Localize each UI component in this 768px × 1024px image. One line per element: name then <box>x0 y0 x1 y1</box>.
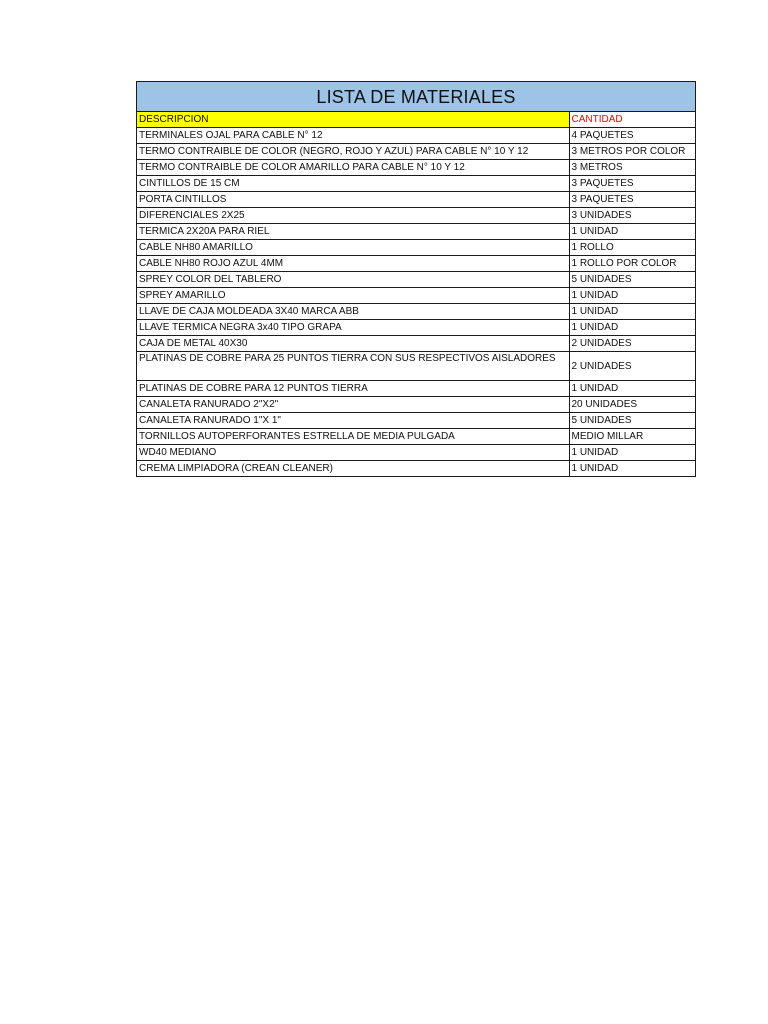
item-description: CANALETA RANURADO 1"X 1" <box>137 413 569 429</box>
item-description: LLAVE DE CAJA MOLDEADA 3X40 MARCA ABB <box>137 304 569 320</box>
item-description: TERMO CONTRAIBLE DE COLOR (NEGRO, ROJO Y AZUL) PARA CABLE N° 10 Y 12 <box>137 144 569 160</box>
table-row <box>137 413 695 429</box>
table-row <box>137 192 695 208</box>
table-row <box>137 429 695 445</box>
table-row <box>137 320 695 336</box>
item-quantity: 2 UNIDADES <box>569 336 695 352</box>
table-row <box>137 256 695 272</box>
table-row <box>137 128 695 144</box>
item-description: DIFERENCIALES 2X25 <box>137 208 569 224</box>
item-description: CINTILLOS DE 15 CM <box>137 176 569 192</box>
item-description: PLATINAS DE COBRE PARA 12 PUNTOS TIERRA <box>137 381 569 397</box>
item-description: PORTA CINTILLOS <box>137 192 569 208</box>
item-quantity: 3 PAQUETES <box>569 192 695 208</box>
table-row <box>137 397 695 413</box>
item-description: CABLE NH80 AMARILLO <box>137 240 569 256</box>
item-quantity: 5 UNIDADES <box>569 272 695 288</box>
item-quantity: 3 UNIDADES <box>569 208 695 224</box>
page-title: LISTA DE MATERIALES <box>316 87 516 107</box>
table-row <box>137 304 695 320</box>
item-quantity: 1 ROLLO <box>569 240 695 256</box>
quantity-header: CANTIDAD <box>569 112 695 128</box>
item-description: WD40 MEDIANO <box>137 445 569 461</box>
description-header: DESCRIPCION <box>137 112 569 128</box>
item-quantity: 5 UNIDADES <box>569 413 695 429</box>
item-quantity: 1 UNIDAD <box>571 463 619 474</box>
table-row <box>137 208 695 224</box>
table-row <box>137 144 695 160</box>
item-quantity: MEDIO MILLAR <box>569 429 695 445</box>
table-row <box>137 160 695 176</box>
item-quantity: 3 METROS <box>569 160 695 176</box>
item-quantity: 1 UNIDAD <box>569 288 695 304</box>
table-row <box>137 176 695 192</box>
item-quantity: 2 UNIDADES <box>569 352 695 381</box>
item-quantity: 1 UNIDAD <box>569 224 695 240</box>
item-description: CANALETA RANURADO 2"X2" <box>137 397 569 413</box>
item-description: SPREY AMARILLO <box>137 288 569 304</box>
table-row <box>137 288 695 304</box>
item-quantity: 1 UNIDAD <box>569 304 695 320</box>
materials-sheet <box>136 81 696 477</box>
item-description: TERMINALES OJAL PARA CABLE N° 12 <box>137 128 569 144</box>
item-description: SPREY COLOR DEL TABLERO <box>137 272 569 288</box>
item-description: TORNILLOS AUTOPERFORANTES ESTRELLA DE MEDIA PULGADA <box>137 429 569 445</box>
item-description: CREMA LIMPIADORA (CREAN CLEANER) <box>137 461 569 477</box>
table-row <box>137 461 695 477</box>
item-quantity: 4 PAQUETES <box>569 128 695 144</box>
table-row <box>137 272 695 288</box>
item-quantity: 1 UNIDAD <box>569 320 695 336</box>
item-quantity: 3 PAQUETES <box>569 176 695 192</box>
item-quantity: 20 UNIDADES <box>569 397 695 413</box>
materials-table <box>137 112 695 476</box>
item-quantity: 1 UNIDAD <box>569 381 695 397</box>
table-row <box>137 240 695 256</box>
table-row <box>137 381 695 397</box>
item-description: CAJA DE METAL 40X30 <box>137 336 569 352</box>
item-description: PLATINAS DE COBRE PARA 25 PUNTOS TIERRA CON SUS RESPECTIVOS AISLADORES <box>137 352 569 381</box>
title-bar <box>137 82 695 112</box>
item-description: CABLE NH80 ROJO AZUL 4MM <box>137 256 569 272</box>
item-description: TERMICA 2X20A PARA RIEL <box>137 224 569 240</box>
item-description: TERMO CONTRAIBLE DE COLOR AMARILLO PARA CABLE N° 10 Y 12 <box>137 160 569 176</box>
table-row <box>137 352 695 381</box>
item-quantity: 1 UNIDAD <box>569 445 695 461</box>
table-row <box>137 336 695 352</box>
item-description: LLAVE TERMICA NEGRA 3x40 TIPO GRAPA <box>137 320 569 336</box>
header-row <box>137 112 695 128</box>
table-row <box>137 445 695 461</box>
item-quantity: 3 METROS POR COLOR <box>569 144 695 160</box>
table-row <box>137 224 695 240</box>
item-quantity: 1 ROLLO POR COLOR <box>569 256 695 272</box>
